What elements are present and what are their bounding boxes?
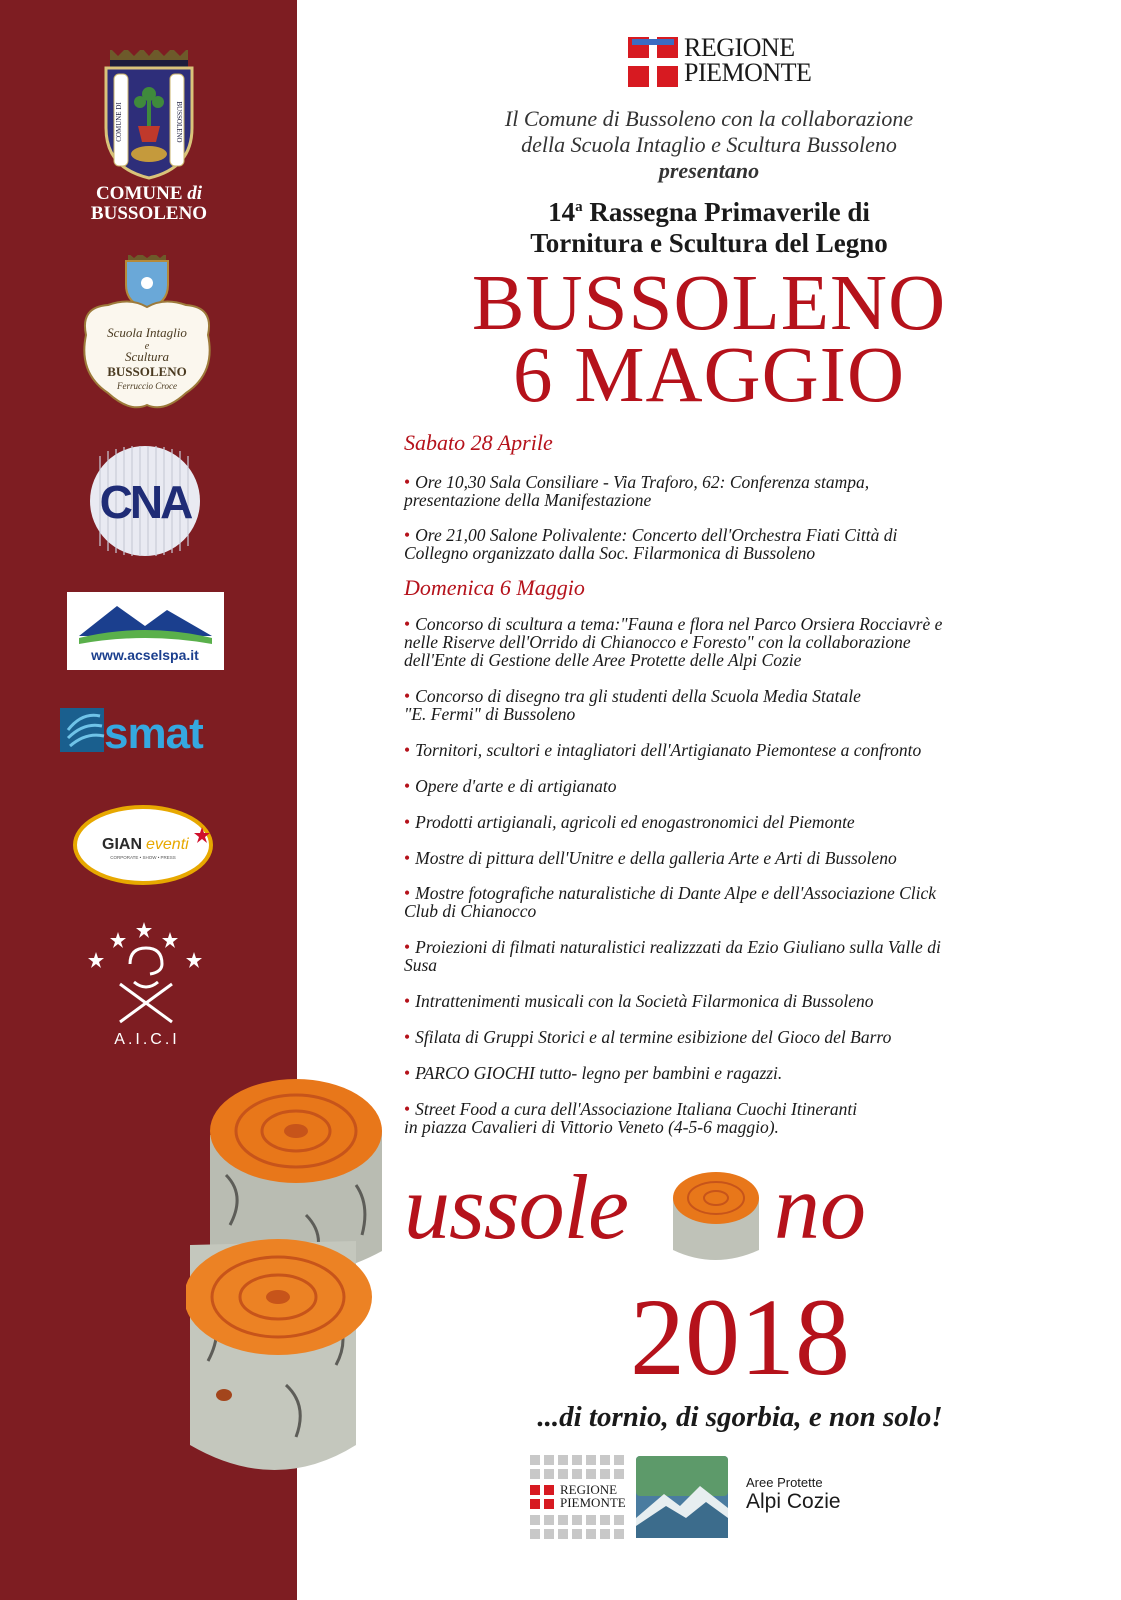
program-item-line bbox=[404, 849, 1044, 867]
program-item bbox=[404, 849, 1044, 867]
program-item bbox=[404, 777, 1044, 795]
program-item-line bbox=[404, 956, 1044, 974]
bussoleno-brand-mark bbox=[404, 1152, 964, 1272]
regione-line-2: PIEMONTE bbox=[684, 58, 812, 87]
program-item-line bbox=[404, 491, 1044, 509]
program-item-line bbox=[404, 1028, 1044, 1046]
alpi-cozie-small: Aree Protette bbox=[746, 1475, 823, 1490]
program-item bbox=[404, 1028, 1044, 1046]
badge-line-3: Scultura bbox=[124, 349, 170, 364]
program-item-text: presentazione della Manifestazione bbox=[404, 490, 652, 510]
event-city: BUSSOLENO bbox=[471, 260, 947, 347]
bullet-icon: • bbox=[404, 776, 411, 796]
program-item-line bbox=[404, 741, 1044, 759]
program-item bbox=[404, 992, 1044, 1010]
regione-piemonte-footer-logo bbox=[530, 1455, 626, 1539]
smat-text: smat bbox=[104, 709, 203, 756]
event-title-line-2: Tornitura e Scultura del Legno bbox=[530, 228, 888, 258]
program-item-text: Tornitori, scultori e intagliatori dell'Artigianato Piemontese a confronto bbox=[415, 740, 922, 760]
brand-text-right: no bbox=[774, 1156, 866, 1258]
program-item-line bbox=[404, 938, 1044, 956]
program-item-text: Mostre fotografiche naturalistiche di Dante Alpe e dell'Associazione Click bbox=[415, 883, 937, 903]
program-item bbox=[404, 1100, 1044, 1136]
program-item bbox=[404, 884, 1044, 920]
program-item-line bbox=[404, 544, 1044, 562]
program-item-line bbox=[404, 651, 1044, 669]
program-item-line bbox=[404, 902, 1044, 920]
regione-piemonte-flag-icon bbox=[628, 37, 678, 87]
program-item-text: Concorso di disegno tra gli studenti della Scuola Media Statale bbox=[415, 686, 861, 706]
alpi-cozie-big: Alpi Cozie bbox=[746, 1490, 841, 1513]
program-item-text: Intrattenimenti musicali con la Società Filarmonica di Bussoleno bbox=[415, 991, 874, 1011]
gian-tag-text: CORPORATE • SHOW • PRESS bbox=[110, 855, 176, 860]
comune-caption-di: di bbox=[187, 183, 203, 204]
bullet-icon: • bbox=[404, 614, 411, 634]
program-item-line bbox=[404, 813, 1044, 831]
brand-log-b-icon bbox=[667, 1168, 765, 1268]
sunday-heading: Domenica 6 Maggio bbox=[404, 575, 585, 600]
badge-line-4: BUSSOLENO bbox=[107, 364, 187, 379]
program-item-text: in piazza Cavalieri di Vittorio Veneto (4-5-6 maggio). bbox=[404, 1117, 779, 1137]
bullet-icon: • bbox=[404, 525, 411, 545]
bullet-icon: • bbox=[404, 686, 411, 706]
gian-light-text: eventi bbox=[146, 836, 189, 853]
regione-piemonte-text bbox=[684, 35, 811, 85]
alpi-cozie-mountain-icon bbox=[636, 1456, 728, 1538]
program-item-line bbox=[404, 615, 1044, 633]
bullet-icon: • bbox=[404, 848, 411, 868]
program-item bbox=[404, 813, 1044, 831]
program-item-text: Ore 10,30 Sala Consiliare - Via Traforo, 62: Conferenza stampa, bbox=[415, 472, 870, 492]
event-number: 14 bbox=[548, 197, 576, 227]
crest-right-text: BUSSOLENO bbox=[175, 101, 183, 143]
program-item-text: dell'Ente di Gestione delle Aree Protette delle Alpi Cozie bbox=[404, 650, 802, 670]
comune-caption-name: BUSSOLENO bbox=[90, 203, 208, 224]
program-item bbox=[404, 473, 1044, 509]
program-item-text: Prodotti artigianali, agricoli ed enogastronomici del Piemonte bbox=[415, 812, 855, 832]
acsel-url-text: www.acselspa.it bbox=[91, 647, 199, 663]
program-item-text: Collegno organizzato dalla Soc. Filarmonica di Bussoleno bbox=[404, 543, 816, 563]
bullet-icon: • bbox=[404, 937, 411, 957]
program-item-text: Opere d'arte e di artigianato bbox=[415, 776, 617, 796]
program-item-line bbox=[404, 705, 1044, 723]
comune-caption bbox=[70, 184, 228, 224]
program-item-line bbox=[404, 884, 1044, 902]
bullet-icon: • bbox=[404, 472, 411, 492]
gian-eventi-logo-icon bbox=[72, 805, 214, 885]
program-item-line bbox=[404, 1118, 1044, 1136]
program-item-text: nelle Riserve dell'Orrido di Chianocco e Foresto" con la collaborazione bbox=[404, 632, 911, 652]
event-title bbox=[297, 192, 1121, 259]
program-item-text: Club di Chianocco bbox=[404, 901, 537, 921]
bullet-icon: • bbox=[404, 812, 411, 832]
bullet-icon: • bbox=[404, 991, 411, 1011]
intro-text bbox=[297, 106, 1121, 184]
cna-logo-icon bbox=[90, 446, 200, 556]
aici-caption: A.I.C.I bbox=[114, 1031, 180, 1048]
gian-bold-text: GIAN bbox=[102, 836, 142, 853]
program-item-line bbox=[404, 526, 1044, 544]
regione-piemonte-logo bbox=[628, 33, 812, 92]
badge-line-2: e bbox=[144, 341, 150, 352]
regione-footer-line-1: REGIONE bbox=[560, 1482, 618, 1497]
program-item bbox=[404, 526, 1044, 562]
program-item bbox=[404, 741, 1044, 759]
program-item-text: "E. Fermi" di Bussoleno bbox=[404, 704, 576, 724]
event-title-line-1: Rassegna Primaverile di bbox=[582, 197, 870, 227]
program-item-line bbox=[404, 687, 1044, 705]
program-item-text: Proiezioni di filmati naturalistici realizzzati da Ezio Giuliano sulla Valle di bbox=[415, 937, 941, 957]
program-item-line bbox=[404, 473, 1044, 491]
scuola-intaglio-badge-icon bbox=[78, 255, 216, 417]
program-item-line bbox=[404, 992, 1044, 1010]
program-item-line bbox=[404, 633, 1044, 651]
intro-line-3: presentano bbox=[658, 158, 760, 183]
program-item-text: Concorso di scultura a tema:"Fauna e flora nel Parco Orsiera Rocciavrè e bbox=[415, 614, 943, 634]
program-item-line bbox=[404, 1100, 1044, 1118]
program-item bbox=[404, 687, 1044, 723]
event-year: 2018 bbox=[630, 1276, 850, 1398]
program-item-line bbox=[404, 1064, 1044, 1082]
intro-line-2: della Scuola Intaglio e Scultura Bussoleno bbox=[521, 132, 897, 157]
regione-footer-line-2: PIEMONTE bbox=[560, 1495, 626, 1510]
brand-text-left: ussole bbox=[404, 1156, 628, 1258]
event-number-suffix: a bbox=[575, 199, 583, 215]
cna-text: CNA bbox=[99, 476, 191, 528]
comune-bussoleno-crest-icon bbox=[96, 50, 202, 180]
program-item-line bbox=[404, 777, 1044, 795]
event-slogan: ...di tornio, di sgorbia, e non solo! bbox=[537, 1401, 943, 1433]
bullet-icon: • bbox=[404, 883, 411, 903]
program-item-text: Mostre di pittura dell'Unitre e della galleria Arte e Arti di Bussoleno bbox=[415, 848, 897, 868]
badge-line-5: Ferruccio Croce bbox=[117, 381, 177, 391]
intro-line-1: Il Comune di Bussoleno con la collaborazione bbox=[504, 106, 914, 131]
bullet-icon: • bbox=[404, 1027, 411, 1047]
program-item-text: PARCO GIOCHI tutto- legno per bambini e ragazzi. bbox=[415, 1063, 783, 1083]
program-item bbox=[404, 615, 1044, 669]
regione-line-1: REGIONE bbox=[684, 33, 795, 62]
bullet-icon: • bbox=[404, 740, 411, 760]
acsel-logo-icon bbox=[67, 592, 224, 670]
program-item-text: Street Food a cura dell'Associazione Italiana Cuochi Itineranti bbox=[415, 1099, 858, 1119]
badge-line-1: Scuola Intaglio bbox=[107, 325, 187, 340]
bullet-icon: • bbox=[404, 1063, 411, 1083]
alpi-cozie-text bbox=[746, 1476, 841, 1514]
program-item-text: Ore 21,00 Salone Polivalente: Concerto dell'Orchestra Fiati Città di bbox=[415, 525, 898, 545]
program-item bbox=[404, 938, 1044, 974]
event-date: 6 MAGGIO bbox=[512, 332, 905, 419]
regione-footer-text bbox=[560, 1483, 626, 1509]
crest-left-text: COMUNE DI bbox=[115, 102, 123, 142]
program-item-text: Sfilata di Gruppi Storici e al termine esibizione del Gioco del Barro bbox=[415, 1027, 892, 1047]
event-city-date bbox=[297, 260, 1121, 419]
saturday-heading: Sabato 28 Aprile bbox=[404, 430, 553, 455]
smat-logo-icon bbox=[60, 706, 232, 756]
aici-chef-logo-icon bbox=[86, 918, 206, 1028]
bullet-icon: • bbox=[404, 1099, 411, 1119]
comune-caption-word: COMUNE bbox=[95, 183, 183, 204]
program-item bbox=[404, 1064, 1044, 1082]
program-item-text: Susa bbox=[404, 955, 438, 975]
